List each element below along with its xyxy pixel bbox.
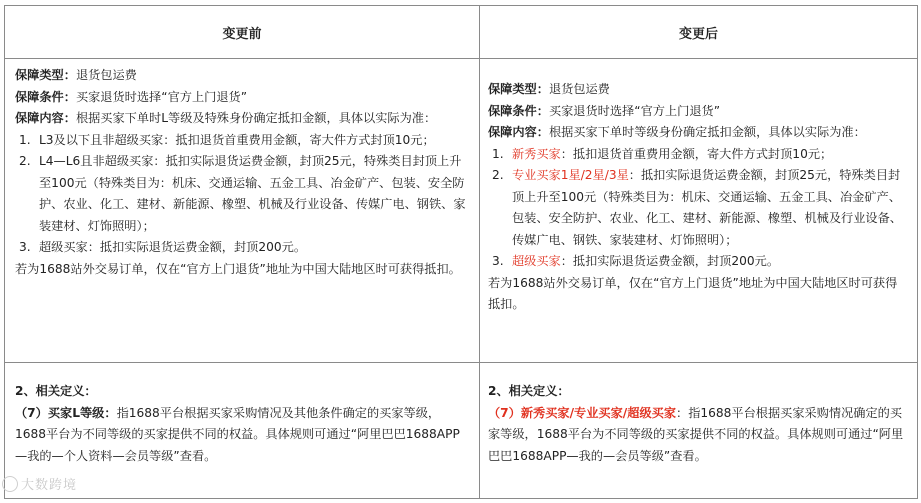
before-item-3: 3. 超级买家：抵扣实际退货运费金额，封顶200元。 <box>19 240 307 254</box>
after-definition-cell <box>480 363 918 499</box>
after-type-line: 保障类型：退货包运费 <box>488 82 610 96</box>
after-item-2-highlight: 专业买家1星/2星/3星 <box>512 168 629 182</box>
header-row <box>5 6 918 59</box>
watermark: 大数跨境 <box>2 474 77 493</box>
after-item-3: 3. 超级买家：抵扣实际退货运费金额，封顶200元。 <box>492 254 780 268</box>
before-content-cell <box>5 59 480 363</box>
before-note: 若为1688站外交易订单，仅在“官方上门退货”地址为中国大陆地区时可获得抵扣。 <box>15 261 461 276</box>
before-item-1: 1. L3及以下且非超级买家：抵扣退货首重费用金额，寄大件方式封顶10元； <box>19 132 435 147</box>
header-before: 变更前 <box>5 6 480 59</box>
after-item-2: 2. 专业买家1星/2星/3星：抵扣实际退货运费金额，封顶25元，特殊类目封顶上升至100元（特殊类目为：机床、交通运输、五金工具、冶金矿产、包装、安全防护、农业、化工、建材、新能源、橡塑、机械及行业设备、传媒广电、钢铁、家装建材、灯饰照明）； <box>492 168 902 247</box>
after-content-line: 保障内容：根据买家下单时等级身份确定抵扣金额，具体以实际为准： <box>488 125 866 139</box>
after-item-3-highlight: 超级买家 <box>512 254 561 268</box>
watermark-logo-icon <box>2 476 18 492</box>
after-condition-line: 保障条件：买家退货时选择“官方上门退货” <box>488 103 721 118</box>
before-item-2: 2. L4—L6且非超级买家：抵扣实际退货运费金额，封顶25元，特殊类目封顶上升至100元（特殊类目为：机床、交通运输、五金工具、冶金矿产、包装、安全防护、农业、化工、建材、新能源、橡塑、机械及行业设备、传媒广电、钢铁、家装建材、灯饰照明）； <box>19 154 466 233</box>
after-item-1-highlight: 新秀买家 <box>512 146 561 161</box>
before-definition-title: 2、相关定义： <box>15 384 97 398</box>
after-note: 若为1688站外交易订单，仅在“官方上门退货”地址为中国大陆地区时可获得抵扣。 <box>488 275 898 311</box>
before-definition-term: （7）买家L等级： <box>15 405 117 420</box>
after-definition-term: （7）新秀买家/专业买家/超级买家 <box>488 405 677 420</box>
content-row <box>5 59 918 363</box>
after-content-cell <box>480 59 918 363</box>
comparison-table <box>4 5 918 499</box>
before-definition-text: （7）买家L等级：指1688平台根据买家采购情况及其他条件确定的买家等级，1688平台为不同等级的买家提供不同的权益。具体规则可通过“阿里巴巴1688APP—我的—个人资料—会员等级”查看。 <box>15 405 460 463</box>
before-content-line: 保障内容：根据买家下单时L等级及特殊身份确定抵扣金额，具体以实际为准： <box>15 111 437 125</box>
header-after: 变更后 <box>480 6 918 59</box>
after-definition-text: （7）新秀买家/专业买家/超级买家：指1688平台根据买家采购情况确定的买家等级，1688平台为不同等级的买家提供不同的权益。具体规则可通过“阿里巴巴1688APP—我的—会员等级”查看。 <box>488 405 904 463</box>
definition-row <box>5 363 918 499</box>
before-condition-line: 保障条件：买家退货时选择“官方上门退货” <box>15 89 248 104</box>
after-item-1: 1. 新秀买家：抵扣退货首重费用金额，寄大件方式封顶10元； <box>492 146 833 161</box>
before-type-line: 保障类型：退货包运费 <box>15 68 137 82</box>
after-definition-title: 2、相关定义： <box>488 384 570 398</box>
